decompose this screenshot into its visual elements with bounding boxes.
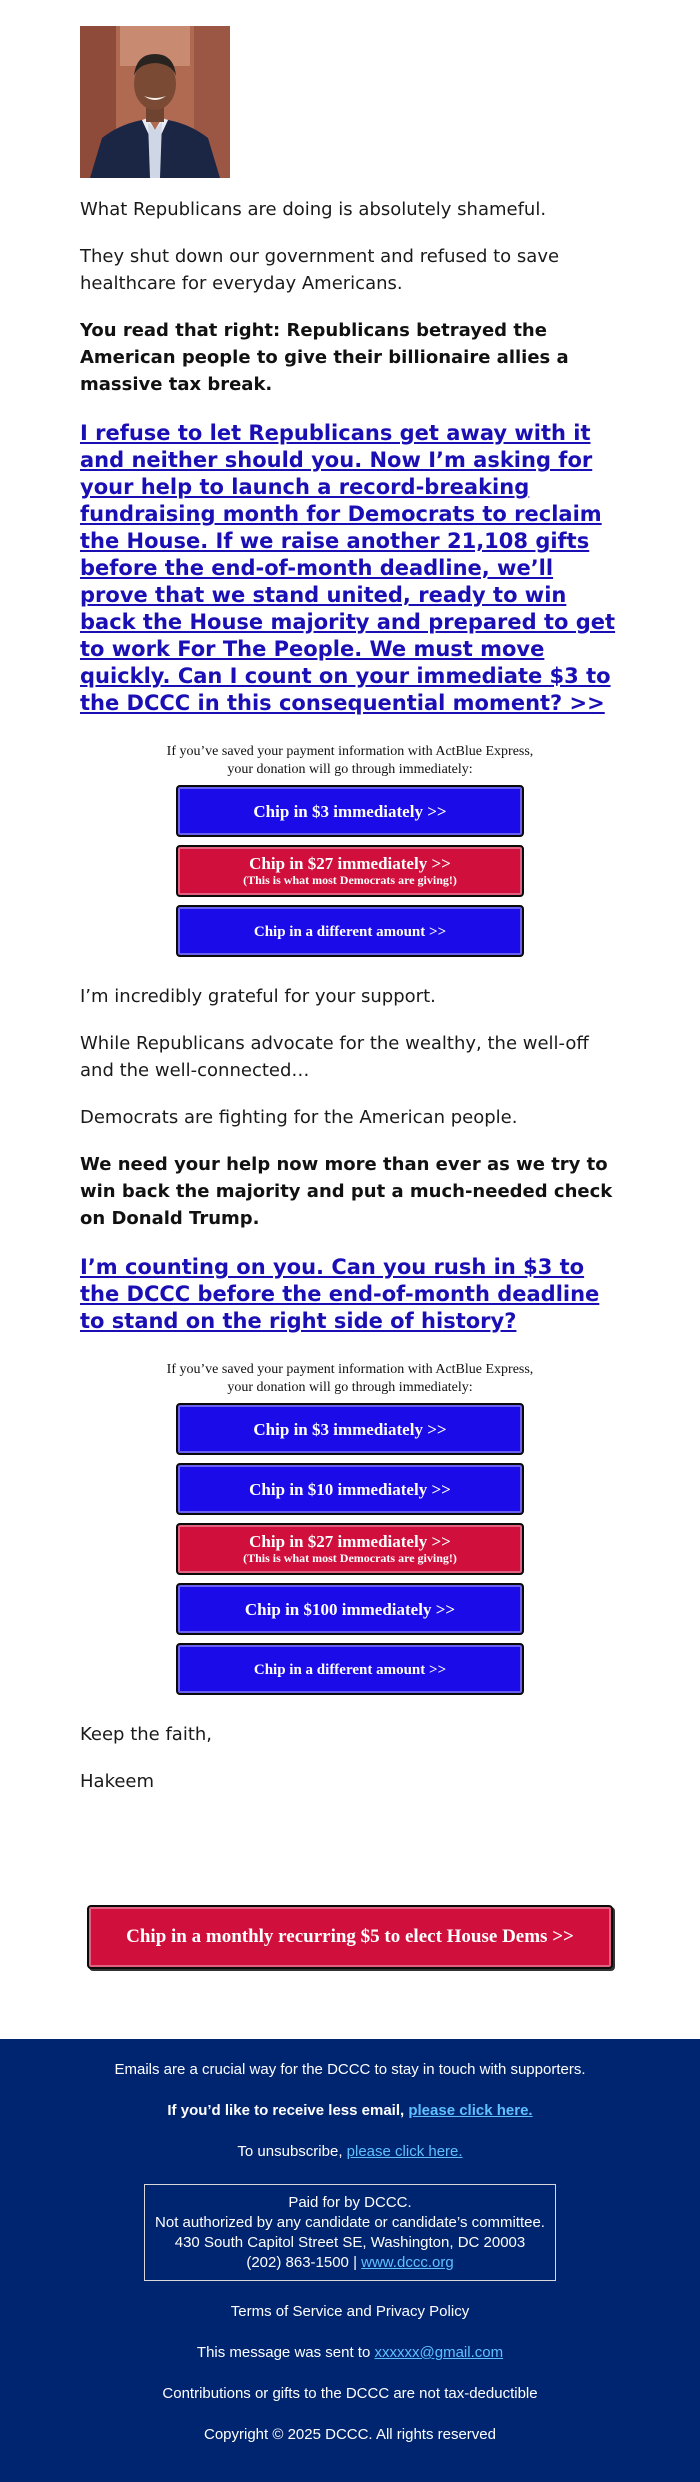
tax-text: Contributions or gifts to the DCCC are not tax-deductible — [162, 2385, 538, 2402]
chip-other-button[interactable] — [176, 905, 524, 957]
address-text: 430 South Capitol Street SE, Washington, DC 20003 — [174, 2234, 526, 2251]
express-note-line2: your donation will go through immediately: — [227, 762, 473, 777]
donation-buttons-1 — [80, 743, 620, 957]
less-email-text: If you’d like to receive less email, — [167, 2102, 405, 2119]
chip-100-label: Chip in $100 immediately >> — [244, 1600, 456, 1619]
sent-to-email-link[interactable]: xxxxxx@gmail.com — [374, 2344, 504, 2361]
unsubscribe-text: To unsubscribe, — [237, 2143, 343, 2160]
paid-for-text: Paid for by DCCC. — [288, 2194, 412, 2211]
middle-paragraph-1: I’m incredibly grateful for your support. — [80, 986, 436, 1007]
footer-less-email — [0, 2102, 700, 2120]
chip-3-label: Chip in $3 immediately >> — [253, 1420, 447, 1439]
express-note-line1: If you’ve saved your payment information with ActBlue Express, — [166, 744, 534, 759]
footer — [0, 2039, 700, 2482]
donation-buttons-2 — [80, 1361, 620, 1695]
chip-27-button[interactable] — [176, 845, 524, 897]
chip-27-label: Chip in $27 immediately >> — [249, 854, 451, 873]
signoff: Keep the faith, — [80, 1724, 213, 1745]
chip-other-button-2[interactable] — [176, 1643, 524, 1695]
express-note-line1: If you’ve saved your payment information with ActBlue Express, — [166, 1362, 534, 1377]
middle-paragraph-3: Democrats are fighting for the American people. — [80, 1107, 518, 1128]
chip-other-label: Chip in a different amount >> — [253, 924, 447, 940]
paid-for-box — [144, 2184, 556, 2281]
phone-text: (202) 863-1500 | — [246, 2254, 357, 2271]
sent-to — [0, 2344, 700, 2362]
chip-3-button-2[interactable] — [176, 1403, 524, 1455]
phone-website — [145, 2253, 555, 2273]
spacer — [0, 1815, 700, 1905]
chip-100-button[interactable] — [176, 1583, 524, 1635]
middle-paragraph-2: While Republicans advocate for the wealthy, the well-off and the well-connected… — [80, 1033, 589, 1081]
copyright-text: Copyright © 2025 DCCC. All rights reserved — [203, 2426, 496, 2443]
chip-3-label: Chip in $3 immediately >> — [253, 802, 447, 821]
express-note-2 — [80, 1361, 620, 1397]
terms-text: Terms of Service and Privacy Policy — [230, 2303, 470, 2320]
donate-link-1[interactable]: I refuse to let Republicans get away with it and neither should you. Now I’m asking for your help to launch a record-breaking fundraising month for Democrats to reclaim the House. If we raise another 21,108 gifts before the end-of-month deadline, we’ll prove that we stand united, ready to win back the House majority and prepared to get to work For The People. We must move quickly. Can I count on your immediate $3 to the DCCC in this consequential moment? >> — [80, 421, 616, 715]
unsubscribe-link[interactable]: please click here. — [346, 2143, 463, 2160]
chip-10-label: Chip in $10 immediately >> — [249, 1480, 451, 1499]
website-link[interactable]: www.dccc.org — [361, 2254, 454, 2271]
bold-paragraph-2: We need your help now more than ever as we try to win back the majority and put a much-needed check on Donald Trump. — [80, 1154, 613, 1229]
express-note-1 — [80, 743, 620, 779]
chip-27-sublabel: (This is what most Democrats are giving!) — [243, 1551, 457, 1565]
signature: Hakeem — [80, 1771, 155, 1792]
less-email-link[interactable]: please click here. — [408, 2102, 533, 2119]
chip-27-label: Chip in $27 immediately >> — [249, 1532, 451, 1551]
chip-other-label: Chip in a different amount >> — [253, 1662, 447, 1678]
monthly-recurring-button[interactable]: Chip in a monthly recurring $5 to elect House Dems >> — [87, 1905, 613, 1969]
donate-link-2[interactable]: I’m counting on you. Can you rush in $3 to the DCCC before the end-of-month deadline to stand on the right side of history? — [80, 1255, 600, 1333]
footer-line-1: Emails are a crucial way for the DCCC to stay in touch with supporters. — [114, 2061, 586, 2078]
chip-27-sublabel: (This is what most Democrats are giving!) — [243, 873, 457, 887]
intro-paragraph-2: They shut down our government and refused to save healthcare for everyday Americans. — [80, 246, 560, 294]
chip-27-button-2[interactable] — [176, 1523, 524, 1575]
bold-paragraph-1: You read that right: Republicans betrayed the American people to give their billionaire allies a massive tax break. — [80, 320, 569, 395]
footer-unsubscribe — [0, 2143, 700, 2161]
not-authorized-text: Not authorized by any candidate or candidate’s committee. — [155, 2214, 545, 2231]
chip-3-button[interactable] — [176, 785, 524, 837]
intro-paragraph-1: What Republicans are doing is absolutely shameful. — [80, 199, 547, 220]
portrait-photo-icon — [80, 26, 230, 178]
express-note-line2: your donation will go through immediately: — [227, 1380, 473, 1395]
chip-10-button[interactable] — [176, 1463, 524, 1515]
sent-to-text: This message was sent to — [196, 2344, 371, 2361]
